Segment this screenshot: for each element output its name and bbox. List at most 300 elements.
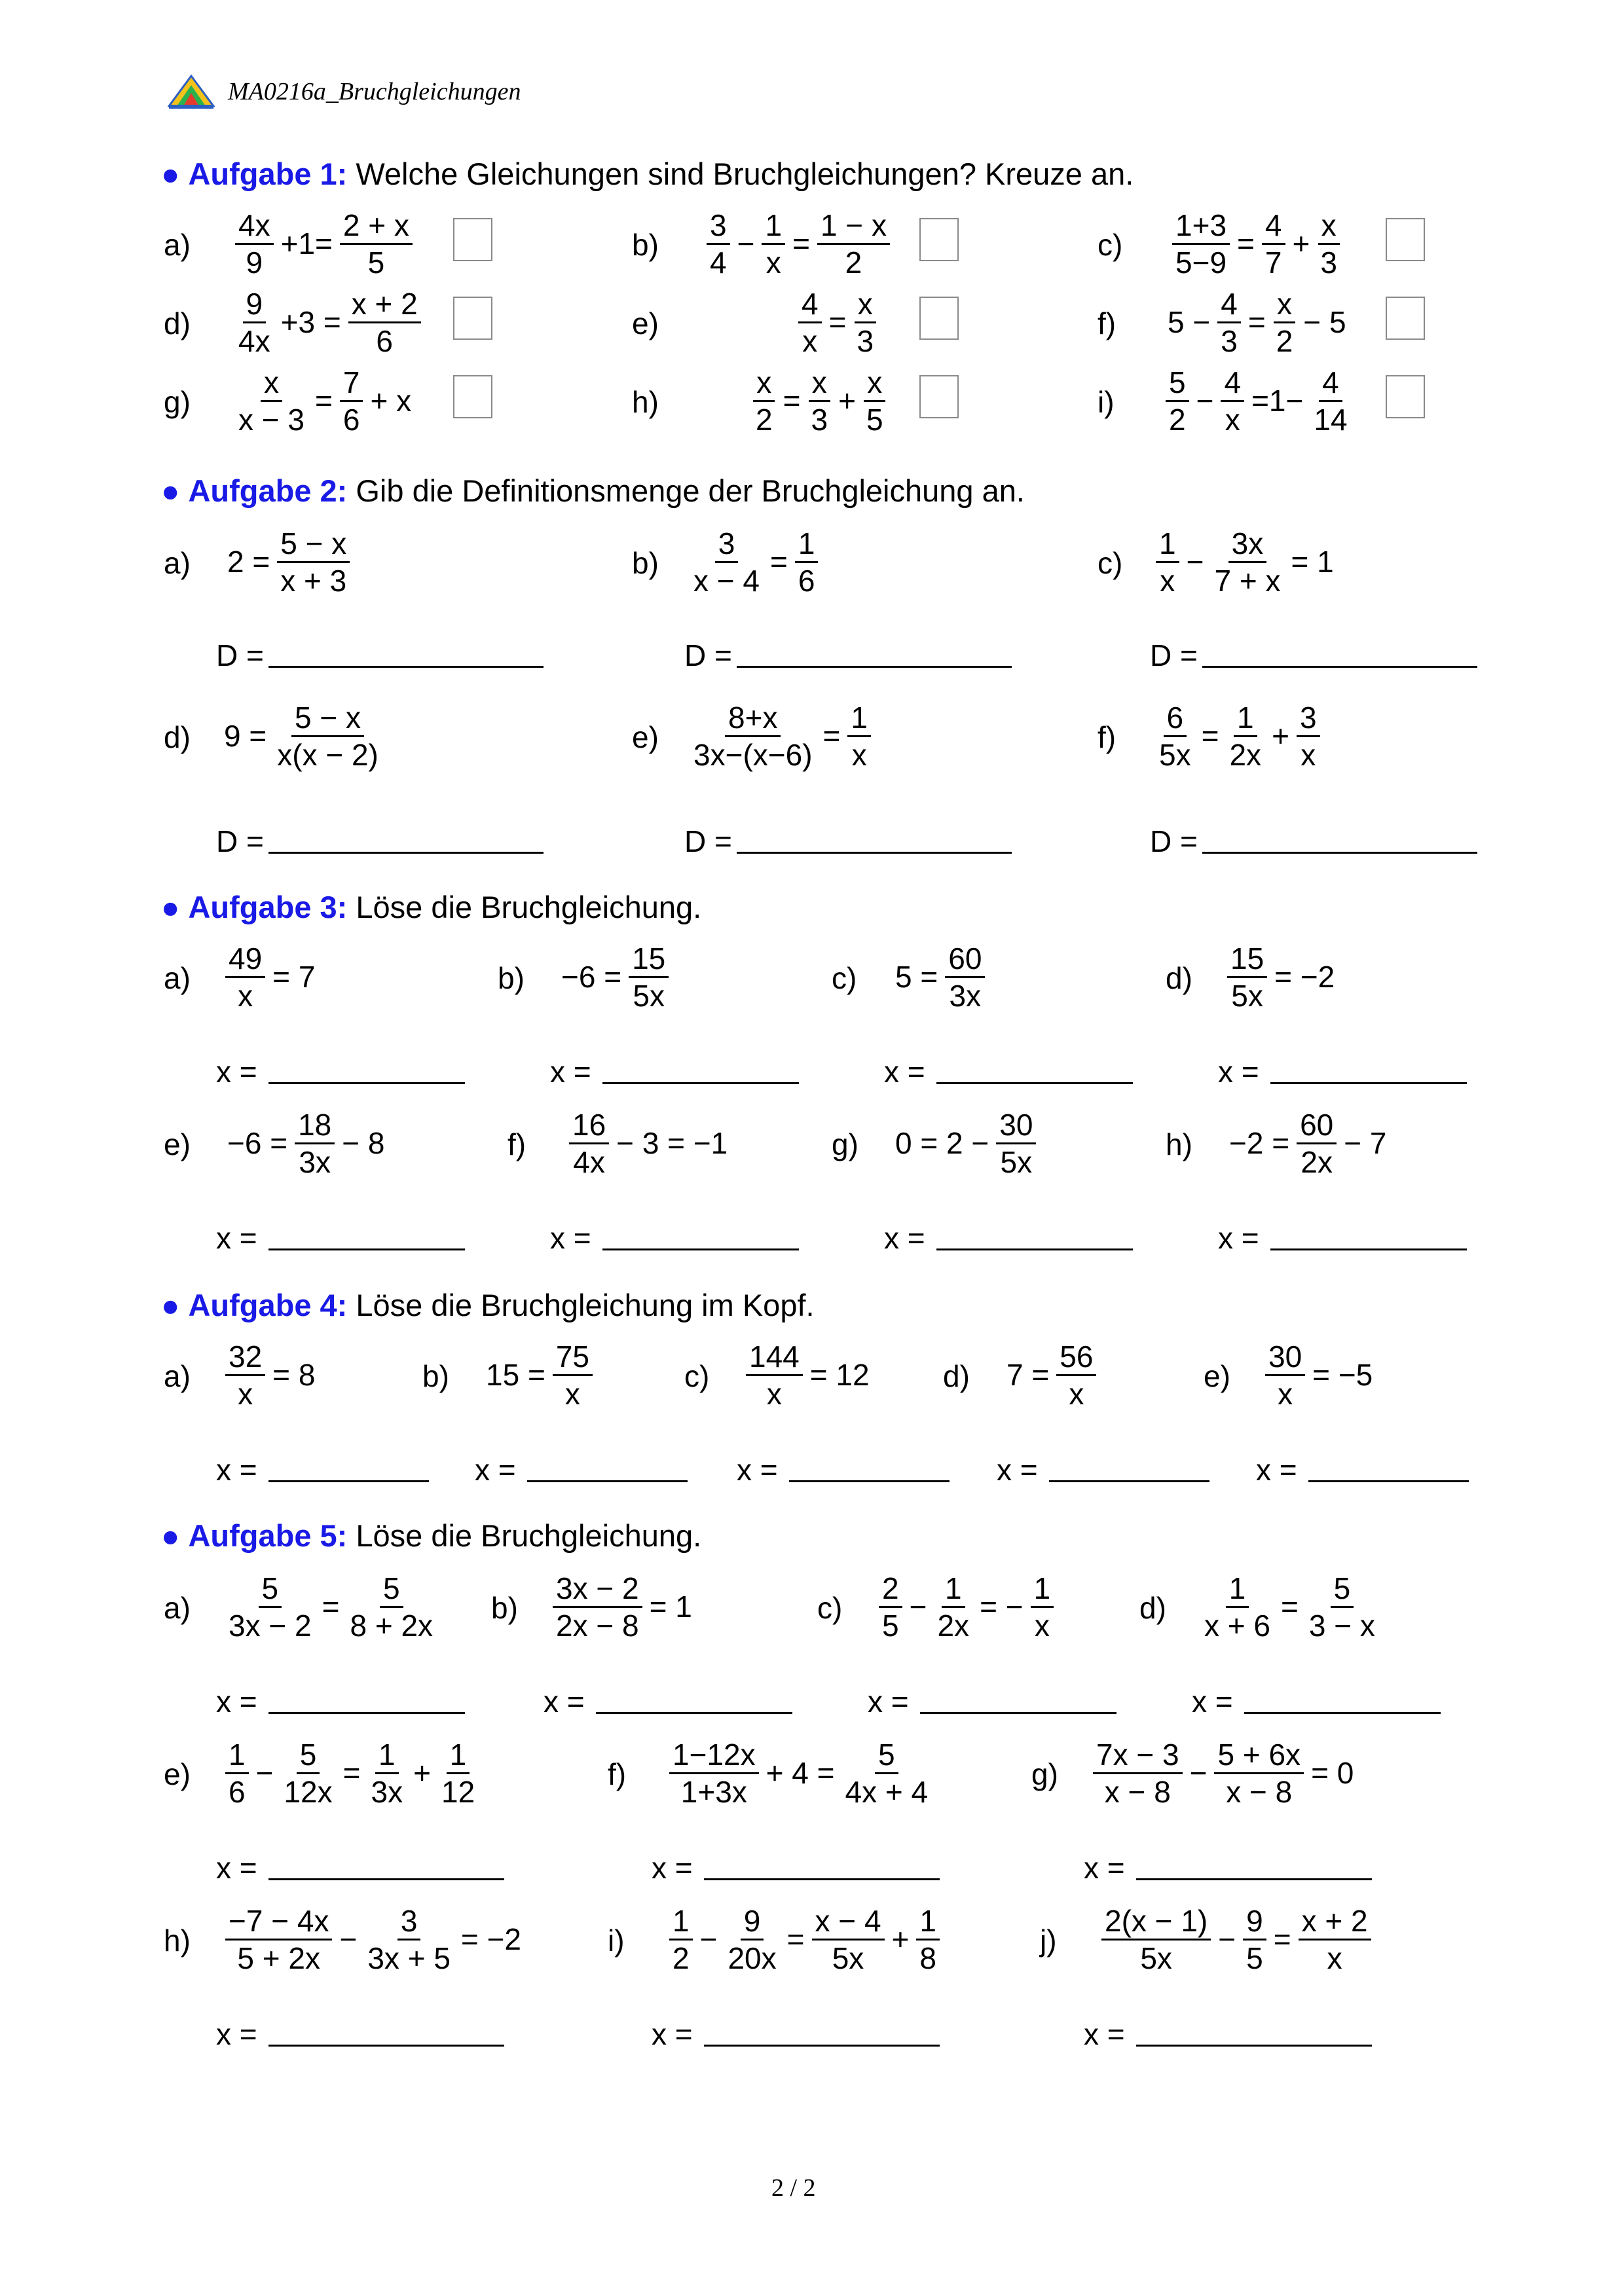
- fraction: [225, 1903, 332, 1976]
- answer-field[interactable]: [1150, 820, 1484, 859]
- fraction-numerator: 15: [1227, 941, 1267, 978]
- fraction-numerator: 1+3: [1172, 208, 1230, 245]
- answer-label: D =: [684, 638, 732, 672]
- item-label: f): [608, 1757, 627, 1791]
- document-title: MA0216a_Bruchgleichungen: [228, 78, 521, 105]
- equation: [1099, 1900, 1374, 1978]
- fraction: [1211, 526, 1283, 598]
- equation: [1163, 361, 1354, 440]
- fraction-numerator: 3: [715, 526, 739, 563]
- fraction-numerator: x + 2: [348, 286, 421, 323]
- fraction-denominator: 3x + 5: [367, 1941, 451, 1975]
- item-label: d): [943, 1359, 970, 1393]
- fraction-denominator: x: [1034, 1608, 1050, 1643]
- answer-line[interactable]: [268, 852, 544, 854]
- fraction-numerator: 2 + x: [340, 208, 413, 245]
- fraction-denominator: x: [766, 1376, 782, 1411]
- fraction-numerator: 32: [225, 1339, 265, 1376]
- answer-line[interactable]: [602, 1082, 799, 1084]
- answer-field[interactable]: [216, 1846, 511, 1886]
- fraction: [225, 941, 265, 1013]
- fraction: [746, 1339, 803, 1412]
- fraction: [690, 526, 763, 598]
- fraction: [1273, 286, 1297, 359]
- checkbox[interactable]: [453, 297, 492, 340]
- fraction-numerator: 1: [447, 1737, 470, 1774]
- fraction: [1056, 1339, 1096, 1412]
- answer-line[interactable]: [602, 1248, 799, 1250]
- fraction-numerator: 1: [1226, 1571, 1249, 1608]
- fraction-numerator: 4: [1262, 208, 1285, 245]
- answer-label: x =: [475, 1453, 516, 1487]
- equation: [667, 1734, 934, 1812]
- fraction-numerator: 3: [397, 1903, 421, 1941]
- answer-field[interactable]: [1192, 1680, 1447, 1719]
- answer-line[interactable]: [268, 666, 544, 668]
- equation-operator: =: [770, 545, 788, 579]
- fraction-numerator: 5: [1331, 1571, 1354, 1608]
- fraction-numerator: x: [855, 286, 876, 323]
- equation-operator: 2 =: [227, 545, 270, 579]
- item-label: g): [164, 385, 191, 419]
- equation-operator: =: [315, 384, 333, 418]
- fraction-denominator: x: [238, 978, 253, 1013]
- fraction: [340, 365, 363, 437]
- fraction-denominator: x: [802, 323, 818, 358]
- answer-label: x =: [550, 1055, 591, 1089]
- answer-field[interactable]: [652, 1846, 946, 1886]
- equation: [1090, 1734, 1358, 1812]
- answer-field[interactable]: [884, 1216, 1139, 1256]
- fraction-denominator: 4: [710, 245, 727, 280]
- equation: [750, 361, 889, 440]
- answer-field[interactable]: [1084, 1846, 1378, 1886]
- item-label: f): [1098, 306, 1116, 340]
- answer-field[interactable]: [216, 820, 550, 859]
- fraction: [1310, 365, 1350, 437]
- answer-field[interactable]: [1256, 1448, 1475, 1487]
- fraction-denominator: 5x: [1231, 978, 1263, 1013]
- item-label: a): [164, 1591, 191, 1625]
- answer-line[interactable]: [1244, 1712, 1441, 1714]
- fraction-numerator: 5: [1166, 365, 1189, 402]
- item-label: a): [164, 546, 191, 580]
- answer-line[interactable]: [704, 1878, 940, 1880]
- checkbox[interactable]: [1386, 218, 1425, 261]
- answer-field[interactable]: [737, 1448, 956, 1487]
- answer-field[interactable]: [216, 1216, 471, 1256]
- fraction-numerator: 5 − x: [277, 526, 350, 563]
- answer-label: x =: [652, 2017, 693, 2051]
- equation: [223, 1734, 481, 1812]
- equation-operator: = 8: [272, 1358, 316, 1392]
- fraction: [996, 1107, 1036, 1180]
- fraction-numerator: 3x − 2: [553, 1571, 642, 1608]
- checkbox[interactable]: [1386, 375, 1425, 418]
- fraction-denominator: 2: [1169, 402, 1186, 437]
- item-label: c): [684, 1359, 710, 1393]
- fraction-denominator: 6: [229, 1774, 246, 1809]
- equation-operator: = 1: [1291, 545, 1334, 579]
- fraction: [847, 700, 871, 773]
- answer-line[interactable]: [268, 1878, 504, 1880]
- fraction-numerator: 144: [746, 1339, 803, 1376]
- task2-label: Aufgabe 2:: [188, 473, 348, 508]
- equation-operator: 7 =: [1006, 1358, 1050, 1392]
- fraction-numerator: 16: [569, 1107, 609, 1144]
- answer-line[interactable]: [268, 1082, 465, 1084]
- item-label: b): [632, 228, 659, 262]
- fraction: [863, 365, 887, 437]
- fraction: [945, 941, 985, 1013]
- equation-operator: =: [1247, 305, 1266, 339]
- equation-operator: = −2: [460, 1922, 522, 1956]
- equation: [688, 522, 821, 601]
- fraction: [235, 208, 274, 280]
- equation: [688, 697, 874, 775]
- answer-line[interactable]: [1270, 1082, 1467, 1084]
- item-label: b): [632, 546, 659, 580]
- answer-field[interactable]: [1218, 1216, 1473, 1256]
- equation-operator: =: [1201, 719, 1219, 753]
- task3-text: Löse die Bruchgleichung.: [356, 890, 702, 924]
- equation-operator: =: [1273, 1922, 1291, 1956]
- equation-operator: +: [838, 384, 856, 418]
- fraction-denominator: 2x: [937, 1608, 970, 1643]
- equation: [1198, 1567, 1381, 1646]
- fraction: [1297, 700, 1320, 773]
- checkbox[interactable]: [1386, 297, 1425, 340]
- equation-operator: −: [1196, 384, 1214, 418]
- fraction-denominator: 2: [756, 402, 773, 437]
- equation-operator: + 4 =: [766, 1756, 835, 1790]
- fraction-numerator: 5 − x: [291, 700, 364, 737]
- answer-field[interactable]: [475, 1448, 694, 1487]
- answer-line[interactable]: [268, 1480, 429, 1482]
- answer-label: x =: [216, 1851, 257, 1885]
- equation-operator: −: [699, 1922, 718, 1956]
- answer-line[interactable]: [737, 666, 1012, 668]
- fraction-numerator: 7x − 3: [1093, 1737, 1183, 1774]
- fraction: [569, 1107, 609, 1180]
- equation-operator: +: [413, 1756, 431, 1790]
- fraction: [225, 1571, 315, 1643]
- fraction-denominator: x: [564, 1376, 580, 1411]
- fraction-numerator: x: [809, 365, 830, 402]
- fraction-numerator: 49: [225, 941, 265, 978]
- equation: [223, 1104, 390, 1182]
- fraction: [1217, 286, 1241, 359]
- answer-label: x =: [1218, 1055, 1259, 1089]
- fraction-denominator: x: [1327, 1941, 1342, 1975]
- fraction-denominator: 5: [866, 402, 883, 437]
- answer-line[interactable]: [936, 1082, 1133, 1084]
- answer-line[interactable]: [268, 2045, 504, 2047]
- fraction-numerator: 5: [259, 1571, 282, 1608]
- answer-line[interactable]: [1136, 1878, 1372, 1880]
- fraction-denominator: x: [1225, 402, 1240, 437]
- fraction: [1166, 365, 1189, 437]
- answer-field[interactable]: [550, 1050, 805, 1089]
- answer-line[interactable]: [268, 1248, 465, 1250]
- item-label: f): [1098, 720, 1116, 754]
- checkbox[interactable]: [453, 218, 492, 261]
- answer-field[interactable]: [216, 1680, 471, 1719]
- fraction-denominator: 3 − x: [1308, 1608, 1375, 1643]
- fraction-numerator: 1: [1156, 526, 1179, 563]
- fraction-denominator: x: [1160, 563, 1175, 598]
- task3-heading: ● Aufgabe 3: Löse die Bruchgleichung.: [161, 890, 702, 924]
- answer-field[interactable]: [652, 2013, 946, 2052]
- item-label: e): [632, 306, 659, 340]
- answer-line[interactable]: [789, 1480, 950, 1482]
- fraction-denominator: 3: [811, 402, 828, 437]
- checkbox[interactable]: [919, 375, 959, 418]
- fraction: [274, 700, 382, 773]
- answer-line[interactable]: [527, 1480, 688, 1482]
- equation: [232, 283, 424, 361]
- answer-line[interactable]: [1308, 1480, 1469, 1482]
- task1-heading: ● Aufgabe 1: Welche Gleichungen sind Bruchgleichungen? Kreuze an.: [161, 156, 1134, 191]
- item-label: c): [832, 961, 857, 995]
- answer-field[interactable]: [216, 2013, 511, 2052]
- fraction-denominator: x: [851, 737, 867, 772]
- fraction-numerator: 60: [1297, 1107, 1337, 1144]
- equation-operator: − 3 = −1: [616, 1126, 728, 1160]
- answer-field[interactable]: [997, 1448, 1216, 1487]
- fraction: [225, 1339, 265, 1412]
- answer-label: D =: [1150, 638, 1198, 672]
- equation-operator: = −2: [1274, 960, 1335, 994]
- fraction-denominator: 5x: [1159, 737, 1191, 772]
- answer-field[interactable]: [216, 1448, 435, 1487]
- fraction-numerator: 1: [375, 1737, 399, 1774]
- fraction: [1031, 1571, 1054, 1643]
- equation-operator: −: [737, 227, 755, 261]
- item-label: e): [632, 720, 659, 754]
- answer-label: x =: [884, 1055, 925, 1089]
- answer-label: x =: [868, 1685, 909, 1719]
- answer-field[interactable]: [544, 1680, 799, 1719]
- fraction: [235, 365, 308, 437]
- answer-field[interactable]: [684, 634, 1018, 673]
- item-label: d): [164, 306, 191, 340]
- fraction-numerator: 4x: [235, 208, 274, 245]
- fraction-numerator: 1: [1234, 700, 1257, 737]
- equation: [550, 1567, 697, 1646]
- item-label: d): [164, 720, 191, 754]
- answer-line[interactable]: [596, 1712, 792, 1714]
- fraction-denominator: 7 + x: [1214, 563, 1281, 598]
- equation: [1002, 1336, 1099, 1414]
- equation-operator: +: [1292, 227, 1310, 261]
- checkbox[interactable]: [453, 375, 492, 418]
- equation-operator: 9 =: [224, 719, 267, 753]
- item-label: i): [608, 1923, 625, 1958]
- fraction: [1156, 526, 1179, 598]
- item-label: c): [1098, 546, 1123, 580]
- answer-label: x =: [884, 1221, 925, 1255]
- equation: [223, 522, 352, 601]
- fraction-numerator: 1: [942, 1571, 965, 1608]
- equation-operator: − 8: [342, 1126, 385, 1160]
- fraction: [934, 1571, 972, 1643]
- fraction-numerator: 4: [1319, 365, 1342, 402]
- item-label: b): [422, 1359, 449, 1393]
- fraction-numerator: 1: [225, 1737, 249, 1774]
- checkbox[interactable]: [919, 218, 959, 261]
- answer-field[interactable]: [684, 820, 1018, 859]
- answer-line[interactable]: [1202, 852, 1477, 854]
- item-label: j): [1040, 1923, 1057, 1958]
- equation-operator: − 5: [1303, 305, 1346, 339]
- answer-field[interactable]: [216, 1050, 471, 1089]
- answer-label: x =: [1084, 1851, 1125, 1885]
- equation-operator: =: [783, 384, 801, 418]
- fraction-numerator: 9: [741, 1903, 764, 1941]
- equation: [566, 1104, 732, 1182]
- equation-operator: =1−: [1251, 384, 1304, 418]
- equation: [1153, 522, 1338, 601]
- fraction-denominator: x: [1301, 737, 1316, 772]
- fraction: [853, 286, 877, 359]
- task3-label: Aufgabe 3:: [188, 890, 348, 924]
- fraction: [1201, 1571, 1274, 1643]
- checkbox[interactable]: [919, 297, 959, 340]
- fraction-denominator: 9: [246, 245, 263, 280]
- fraction-denominator: 2: [1276, 323, 1293, 358]
- task1-label: Aufgabe 1:: [188, 156, 348, 191]
- answer-label: D =: [216, 824, 264, 858]
- equation: [876, 1567, 1056, 1646]
- fraction-numerator: x + 2: [1299, 1903, 1371, 1941]
- answer-line[interactable]: [1049, 1480, 1209, 1482]
- answer-line[interactable]: [1202, 666, 1477, 668]
- item-label: h): [164, 1923, 191, 1958]
- fraction-denominator: x − 4: [693, 563, 760, 598]
- item-label: d): [1139, 1591, 1166, 1625]
- fraction-numerator: 7: [340, 365, 363, 402]
- equation-operator: =: [786, 1922, 805, 1956]
- fraction-denominator: 5x: [633, 978, 665, 1013]
- fraction: [1317, 208, 1340, 280]
- fraction-denominator: 4x: [573, 1144, 605, 1179]
- fraction-denominator: 5: [882, 1608, 899, 1643]
- answer-field[interactable]: [868, 1680, 1123, 1719]
- fraction: [669, 1903, 693, 1976]
- answer-label: D =: [1150, 824, 1198, 858]
- fraction: [348, 286, 421, 359]
- fraction-denominator: 4x + 4: [845, 1774, 929, 1809]
- equation-operator: −: [255, 1756, 274, 1790]
- equation-operator: 5 =: [895, 960, 938, 994]
- answer-field[interactable]: [884, 1050, 1139, 1089]
- fraction-denominator: 2: [845, 245, 862, 280]
- item-label: g): [1031, 1757, 1058, 1791]
- equation: [1153, 697, 1323, 775]
- answer-label: D =: [684, 824, 732, 858]
- answer-line[interactable]: [737, 852, 1012, 854]
- fraction: [1306, 1571, 1378, 1643]
- fraction: [368, 1737, 407, 1810]
- answer-line[interactable]: [936, 1248, 1133, 1250]
- fraction-numerator: 5: [380, 1571, 403, 1608]
- equation-operator: =: [342, 1756, 361, 1790]
- fraction-numerator: 75: [553, 1339, 593, 1376]
- fraction: [1101, 1903, 1211, 1976]
- fraction-numerator: 5: [875, 1737, 898, 1774]
- equation-operator: 0 = 2 −: [895, 1126, 989, 1160]
- answer-line[interactable]: [704, 2045, 940, 2047]
- equation: [1225, 938, 1339, 1016]
- answer-field[interactable]: [216, 634, 550, 673]
- equation: [667, 1900, 942, 1978]
- fraction-numerator: 1: [669, 1903, 693, 1941]
- answer-field[interactable]: [1218, 1050, 1473, 1089]
- document-header: [168, 73, 953, 113]
- item-label: d): [1166, 961, 1192, 995]
- fraction-denominator: 20x: [728, 1941, 777, 1975]
- task4-label: Aufgabe 4:: [188, 1288, 348, 1322]
- item-label: h): [1166, 1127, 1192, 1161]
- answer-line[interactable]: [920, 1712, 1116, 1714]
- equation: [232, 204, 415, 283]
- equation: [1170, 204, 1343, 283]
- equation-operator: =: [822, 719, 841, 753]
- fraction-numerator: 1: [847, 700, 871, 737]
- task5-label: Aufgabe 5:: [188, 1518, 348, 1553]
- answer-line[interactable]: [268, 1712, 465, 1714]
- answer-field[interactable]: [1084, 2013, 1378, 2052]
- fraction-numerator: −7 − 4x: [225, 1903, 332, 1941]
- fraction-denominator: x(x − 2): [277, 737, 378, 772]
- fraction: [669, 1737, 759, 1810]
- fraction-denominator: x: [1069, 1376, 1084, 1411]
- answer-label: x =: [216, 1685, 257, 1719]
- fraction-denominator: x + 3: [280, 563, 347, 598]
- fraction-denominator: 3: [1320, 245, 1337, 280]
- equation: [557, 938, 671, 1016]
- equation: [891, 938, 987, 1016]
- answer-line[interactable]: [1270, 1248, 1467, 1250]
- answer-line[interactable]: [1136, 2045, 1372, 2047]
- fraction-denominator: 3: [857, 323, 874, 358]
- fraction: [1172, 208, 1230, 280]
- fraction-denominator: 12x: [284, 1774, 333, 1809]
- fraction-numerator: 5: [297, 1737, 320, 1774]
- equation-operator: =: [1237, 227, 1255, 261]
- answer-field[interactable]: [1150, 634, 1484, 673]
- item-label: e): [164, 1757, 191, 1791]
- fraction-numerator: x: [1274, 286, 1295, 323]
- fraction-denominator: x − 3: [238, 402, 305, 437]
- equation: [1225, 1104, 1392, 1182]
- answer-label: x =: [1256, 1453, 1297, 1487]
- fraction: [1093, 1737, 1183, 1810]
- item-label: c): [1098, 228, 1123, 262]
- fraction-denominator: 2: [673, 1941, 690, 1975]
- fraction: [795, 526, 819, 598]
- fraction-numerator: 2(x − 1): [1101, 1903, 1211, 1941]
- answer-field[interactable]: [550, 1216, 805, 1256]
- equation: [223, 1336, 320, 1414]
- answer-label: x =: [544, 1685, 585, 1719]
- equation-operator: +: [1272, 719, 1289, 753]
- equation-operator: =: [1281, 1590, 1299, 1624]
- equation-operator: − 7: [1344, 1126, 1387, 1160]
- answer-label: x =: [652, 1851, 693, 1885]
- fraction-numerator: 1: [916, 1903, 940, 1941]
